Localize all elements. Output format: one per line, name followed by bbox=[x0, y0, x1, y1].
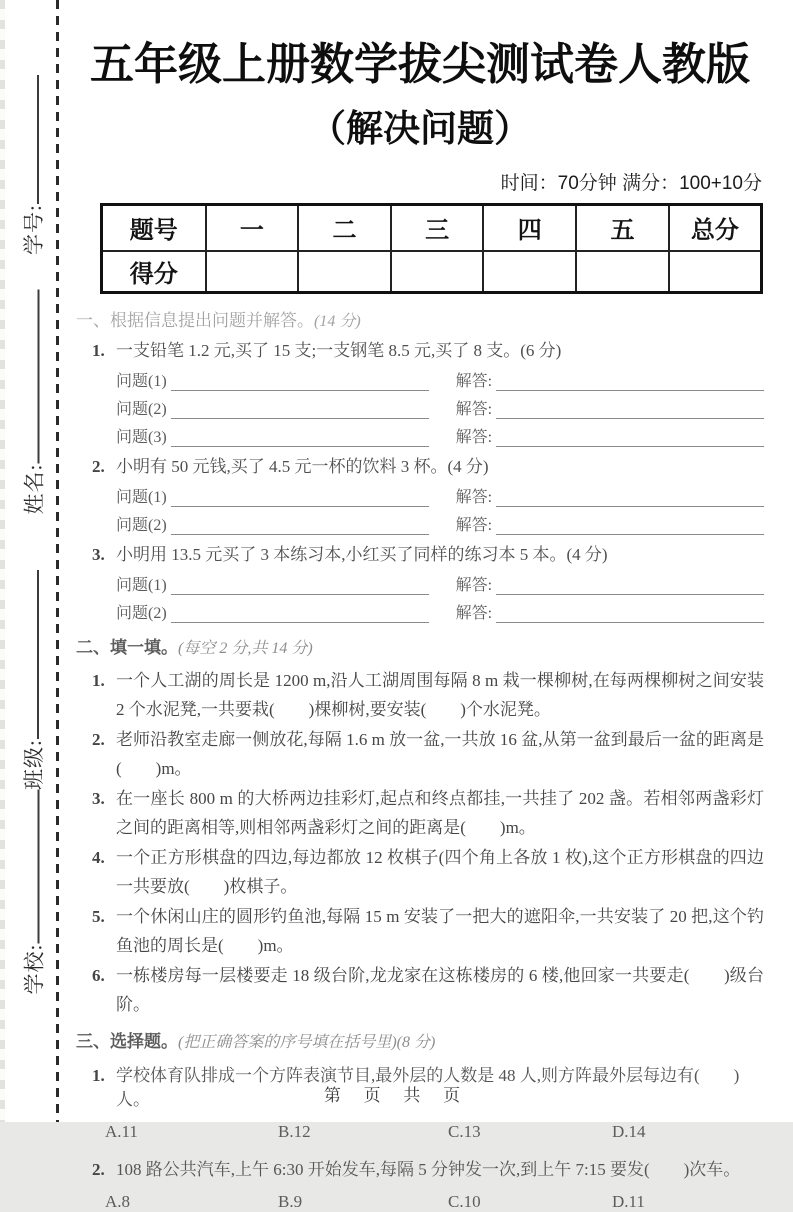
score-header-cell: 二 bbox=[298, 205, 391, 251]
question-number: 1. bbox=[92, 1066, 105, 1085]
section-1-heading-text: 一、根据信息提出问题并解答。 bbox=[76, 311, 314, 330]
option-d[interactable]: D.11 bbox=[612, 1192, 645, 1211]
school-label: 学校: bbox=[22, 943, 47, 995]
option-a[interactable]: A.11 bbox=[105, 1122, 138, 1141]
sidebar-field-student-id bbox=[20, 75, 46, 255]
solve-label: 解答: bbox=[455, 605, 493, 622]
score-cell[interactable] bbox=[669, 251, 762, 293]
option-c[interactable]: C.10 bbox=[448, 1192, 481, 1211]
score-cell[interactable] bbox=[206, 251, 299, 293]
item-number: 2. bbox=[92, 730, 105, 749]
fill-item-6[interactable] bbox=[76, 961, 764, 1019]
score-cell[interactable] bbox=[483, 251, 576, 293]
section-2-heading-text: 二、填一填。 bbox=[76, 638, 178, 657]
section-3-points: (把正确答案的序号填在括号里)(8 分) bbox=[178, 1034, 436, 1051]
item-text: 在一座长 800 m 的大桥两边挂彩灯,起点和终点都挂,一共挂了 202 盏。若相邻两盏彩灯之间的距离相等,则相邻两盏彩灯之间的距离是( )m。 bbox=[116, 789, 764, 837]
choice-question-2 bbox=[76, 1158, 764, 1182]
fill-item-5[interactable] bbox=[76, 902, 764, 960]
question-answer-line[interactable] bbox=[171, 373, 429, 391]
solve-label: 解答: bbox=[455, 373, 493, 390]
name-label: 姓名: bbox=[22, 463, 47, 515]
solve-answer-line[interactable] bbox=[496, 401, 764, 419]
sidebar-field-class bbox=[20, 570, 46, 790]
question-blank-label: 问题(1) bbox=[116, 489, 167, 506]
score-header-cell: 一 bbox=[206, 205, 299, 251]
score-table-score-row bbox=[102, 251, 762, 293]
options-row bbox=[105, 1192, 764, 1212]
score-cell[interactable] bbox=[576, 251, 669, 293]
solve-answer-line[interactable] bbox=[496, 429, 764, 447]
question-number: 1. bbox=[92, 341, 105, 360]
qa-row bbox=[116, 395, 764, 419]
section-2 bbox=[76, 633, 764, 1019]
question-blank-label: 问题(1) bbox=[116, 373, 167, 390]
item-number: 1. bbox=[92, 671, 105, 690]
score-row-label: 得分 bbox=[102, 251, 206, 293]
student-id-label: 学号: bbox=[22, 204, 46, 255]
item-number: 5. bbox=[92, 907, 105, 926]
question-number: 2. bbox=[92, 457, 105, 476]
question-answer-line[interactable] bbox=[171, 577, 429, 595]
score-table bbox=[100, 203, 763, 294]
section-2-points: (每空 2 分,共 14 分) bbox=[178, 640, 313, 657]
solve-answer-line[interactable] bbox=[496, 489, 764, 507]
item-text: 一个正方形棋盘的四边,每边都放 12 枚棋子(四个角上各放 1 枚),这个正方形棋盘的四边一共要放( )枚棋子。 bbox=[116, 848, 764, 896]
options-row bbox=[105, 1122, 764, 1142]
option-c[interactable]: C.13 bbox=[448, 1122, 481, 1141]
question-blank-label: 问题(2) bbox=[116, 401, 167, 418]
question-blank-label: 问题(2) bbox=[116, 605, 167, 622]
option-b[interactable]: B.12 bbox=[278, 1122, 311, 1141]
score-header-cell: 四 bbox=[483, 205, 576, 251]
score-table-header-row bbox=[102, 205, 762, 251]
sidebar-field-name bbox=[21, 290, 47, 515]
option-b[interactable]: B.9 bbox=[278, 1192, 303, 1211]
question-answer-line[interactable] bbox=[171, 489, 429, 507]
seal-dashed-line bbox=[56, 0, 59, 1122]
solve-answer-line[interactable] bbox=[496, 577, 764, 595]
sidebar-field-school bbox=[21, 790, 47, 995]
question-text: 一支铅笔 1.2 元,买了 15 支;一支钢笔 8.5 元,买了 8 支。(6 分) bbox=[116, 341, 562, 360]
question-1-1 bbox=[76, 339, 764, 363]
option-a[interactable]: A.8 bbox=[105, 1192, 131, 1211]
class-write-line[interactable] bbox=[37, 570, 39, 739]
section-1-points: (14 分) bbox=[314, 313, 361, 330]
page-footer: 第 页 共 页 bbox=[323, 1086, 470, 1105]
score-header-cell: 总分 bbox=[669, 205, 762, 251]
solve-label: 解答: bbox=[455, 429, 493, 446]
student-id-write-line[interactable] bbox=[37, 75, 39, 204]
solve-answer-line[interactable] bbox=[496, 517, 764, 535]
score-cell[interactable] bbox=[391, 251, 484, 293]
school-write-line[interactable] bbox=[38, 790, 40, 944]
time-score-info: 时间：70分钟 满分：100+10分 bbox=[500, 173, 762, 194]
page-subtitle: （解决问题） bbox=[309, 108, 531, 149]
question-1-2 bbox=[76, 455, 764, 479]
question-blank-label: 问题(3) bbox=[116, 429, 167, 446]
score-header-cell: 题号 bbox=[102, 205, 206, 251]
question-blank-label: 问题(1) bbox=[116, 577, 167, 594]
item-number: 3. bbox=[92, 789, 105, 808]
question-text: 小明有 50 元钱,买了 4.5 元一杯的饮料 3 杯。(4 分) bbox=[116, 457, 489, 476]
question-blank-label: 问题(2) bbox=[116, 517, 167, 534]
solve-label: 解答: bbox=[455, 401, 493, 418]
section-1 bbox=[76, 306, 764, 623]
question-text: 学校体育队排成一个方阵表演节目,最外层的人数是 48 人,则方阵最外层每边有( )人。 bbox=[116, 1066, 740, 1109]
question-answer-line[interactable] bbox=[171, 401, 429, 419]
item-text: 一个人工湖的周长是 1200 m,沿人工湖周围每隔 8 m 栽一棵柳树,在每两棵柳树之间安装 2 个水泥凳,一共要栽( )棵柳树,要安装( )个水泥凳。 bbox=[116, 671, 764, 719]
fill-item-4[interactable] bbox=[76, 843, 764, 901]
qa-row bbox=[116, 483, 764, 507]
question-text: 小明用 13.5 元买了 3 本练习本,小红买了同样的练习本 5 本。(4 分) bbox=[116, 545, 608, 564]
question-number: 3. bbox=[92, 545, 105, 564]
item-number: 4. bbox=[92, 848, 105, 867]
question-1-3 bbox=[76, 543, 764, 567]
section-2-heading bbox=[76, 633, 764, 658]
fill-item-1[interactable] bbox=[76, 666, 764, 724]
item-text: 一个休闲山庄的圆形钓鱼池,每隔 15 m 安装了一把大的遮阳伞,一共安装了 20 把,这个钓鱼池的周长是( )m。 bbox=[116, 907, 764, 955]
item-number: 6. bbox=[92, 966, 105, 985]
item-text: 一栋楼房每一层楼要走 18 级台阶,龙龙家在这栋楼房的 6 楼,他回家一共要走( )级台阶。 bbox=[116, 966, 764, 1014]
class-label: 班级: bbox=[22, 739, 46, 790]
solve-answer-line[interactable] bbox=[496, 605, 764, 623]
section-1-heading bbox=[76, 306, 764, 331]
qa-row bbox=[116, 423, 764, 447]
scan-edge-artifact bbox=[0, 0, 5, 1122]
name-write-line[interactable] bbox=[38, 290, 40, 464]
question-answer-line[interactable] bbox=[171, 517, 429, 535]
section-3-heading bbox=[76, 1027, 764, 1052]
score-header-cell: 五 bbox=[576, 205, 669, 251]
fill-item-3[interactable] bbox=[76, 784, 764, 842]
page-title: 五年级上册数学拔尖测试卷人教版 bbox=[90, 40, 750, 89]
score-header-cell: 三 bbox=[391, 205, 484, 251]
solve-label: 解答: bbox=[455, 517, 493, 534]
question-answer-line[interactable] bbox=[171, 605, 429, 623]
score-cell[interactable] bbox=[298, 251, 391, 293]
item-text: 老师沿教室走廊一侧放花,每隔 1.6 m 放一盆,一共放 16 盆,从第一盆到最后一盆的距离是( )m。 bbox=[116, 730, 764, 778]
solve-answer-line[interactable] bbox=[496, 373, 764, 391]
solve-label: 解答: bbox=[455, 577, 493, 594]
qa-row bbox=[116, 599, 764, 623]
section-3 bbox=[76, 1027, 764, 1212]
solve-label: 解答: bbox=[455, 489, 493, 506]
qa-row bbox=[116, 571, 764, 595]
qa-row bbox=[116, 511, 764, 535]
question-text: 108 路公共汽车,上午 6:30 开始发车,每隔 5 分钟发一次,到上午 7:15 要发( )次车。 bbox=[116, 1160, 741, 1179]
qa-row bbox=[116, 367, 764, 391]
section-3-heading-text: 三、选择题。 bbox=[76, 1032, 178, 1051]
question-number: 2. bbox=[92, 1160, 105, 1179]
paper-body bbox=[76, 0, 764, 1212]
question-answer-line[interactable] bbox=[171, 429, 429, 447]
fill-item-2[interactable] bbox=[76, 725, 764, 783]
option-d[interactable]: D.14 bbox=[612, 1122, 646, 1141]
